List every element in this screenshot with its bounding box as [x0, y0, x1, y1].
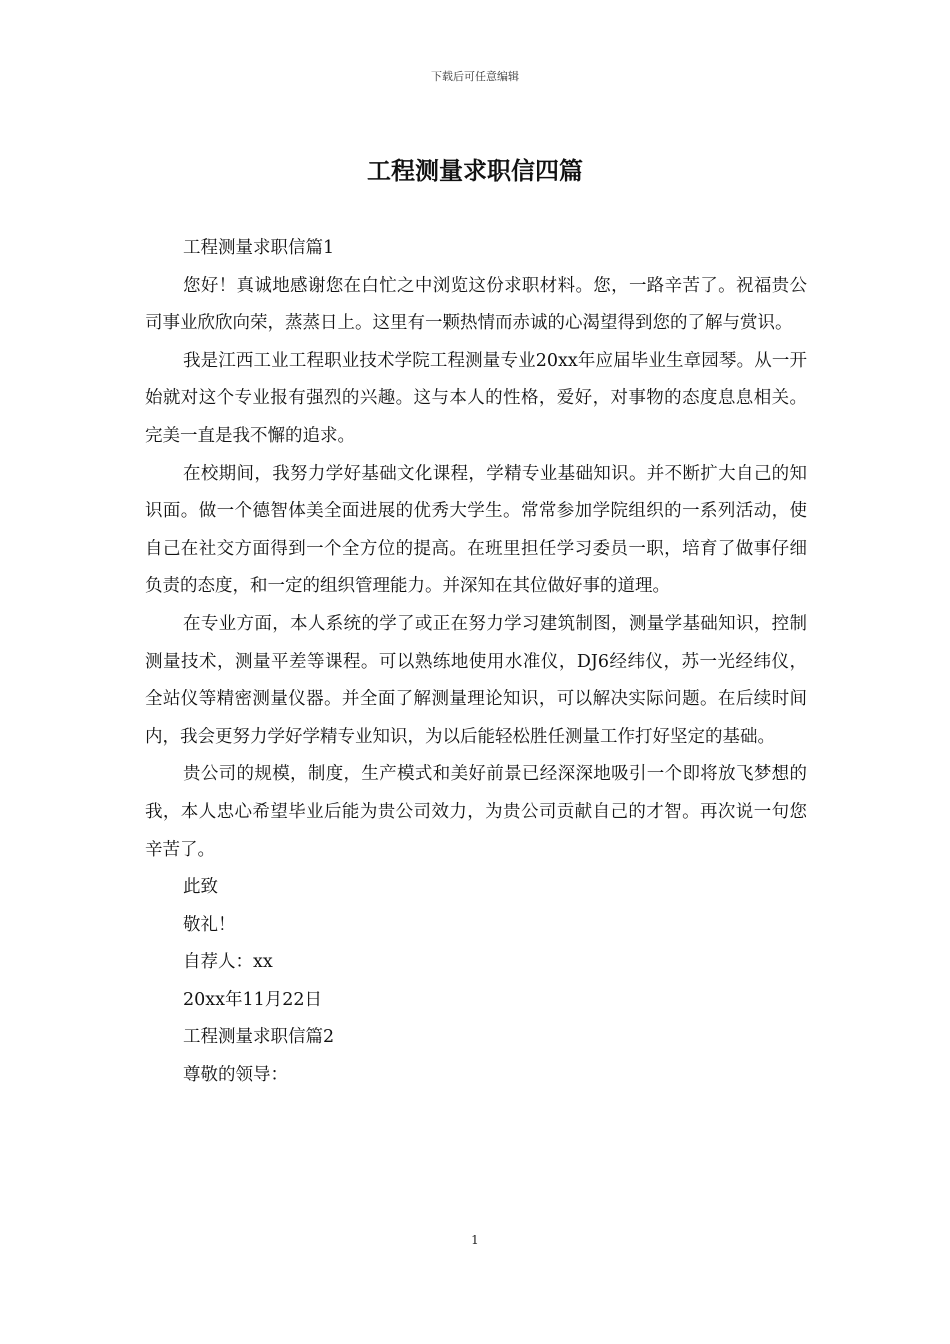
paragraph-introduction: 我是江西工业工程职业技术学院工程测量专业20xx年应届毕业生章园琴。从一开始就对这个专业报有强烈的兴趣。这与本人的性格，爱好，对事物的态度息息相关。完美一直是我不懈的追求。 — [145, 350, 807, 446]
document-title: 工程测量求职信四篇 — [367, 156, 583, 185]
closing-salutation: 此致 — [183, 877, 218, 898]
paragraph-professional-skills: 在专业方面，本人系统的学了或正在努力学习建筑制图，测量学基础知识，控制测量技术，测量平差等课程。可以熟练地使用水准仪，DJ6经纬仪，苏一光经纬仪，全站仪等精密测量仪器。并全面了解测量理论知识，可以解决实际问题。在后续时间内，我会更努力学好学精专业知识，为以后能轻松胜任测量工作打好坚定的基础。 — [145, 613, 807, 747]
closing-regards: 敬礼！ — [183, 914, 236, 935]
paragraph-school-life: 在校期间，我努力学好基础文化课程，学精专业基础知识。并不断扩大自己的知识面。做一个德智体美全面进展的优秀大学生。常常参加学院组织的一系列活动，使自己在社交方面得到一个全方位的提高。在班里担任学习委员一职，培育了做事仔细负责的态度，和一定的组织管理能力。并深知在其位做好事的道理。 — [145, 463, 807, 597]
recipient-greeting: 尊敬的领导： — [183, 1065, 288, 1086]
date-line: 20xx年11月22日 — [183, 989, 323, 1010]
paragraph-greeting: 您好！真诚地感谢您在白忙之中浏览这份求职材料。您，一路辛苦了。祝福贵公司事业欣欣向荣，蒸蒸日上。这里有一颗热情而赤诚的心渴望得到您的了解与赏识。 — [145, 275, 807, 334]
signature-line: 自荐人：xx — [183, 952, 273, 973]
document-body — [145, 230, 807, 1095]
header-note: 下载后可任意编辑 — [431, 70, 519, 83]
section-heading-2: 工程测量求职信篇2 — [183, 1027, 335, 1048]
page-number: 1 — [471, 1233, 479, 1247]
section-heading-1: 工程测量求职信篇1 — [183, 238, 335, 258]
paragraph-closing-wish: 贵公司的规模，制度，生产模式和美好前景已经深深地吸引一个即将放飞梦想的我，本人忠心希望毕业后能为贵公司效力，为贵公司贡献自己的才智。再次说一句您辛苦了。 — [145, 764, 807, 860]
